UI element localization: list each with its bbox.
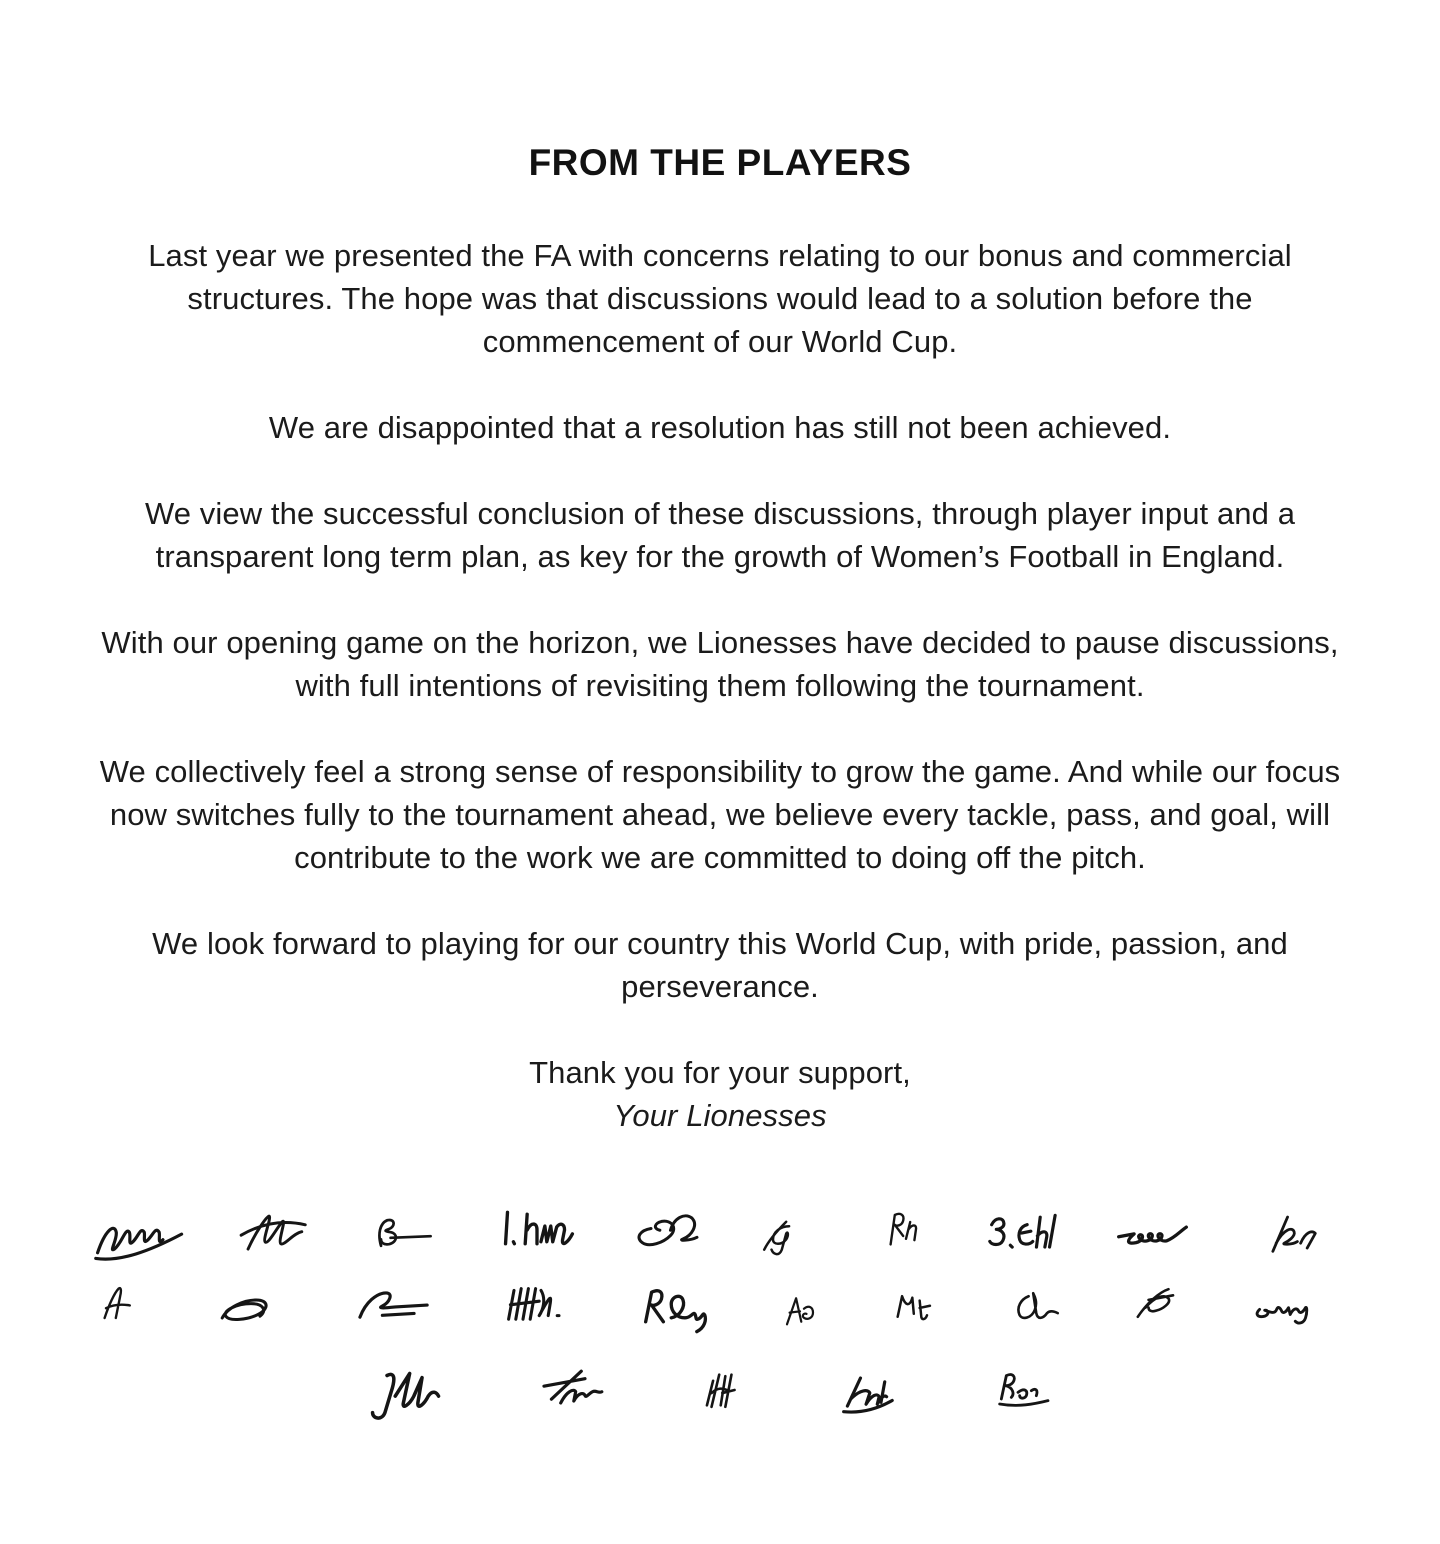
- closing-block: [90, 1051, 1350, 1137]
- signature-9: [1109, 1198, 1225, 1264]
- signature-25: [983, 1356, 1083, 1422]
- signature-3: [357, 1200, 453, 1266]
- signature-1: [92, 1203, 204, 1269]
- signature-2: [229, 1197, 333, 1263]
- signature-13: [345, 1273, 457, 1339]
- signature-8: [973, 1201, 1085, 1267]
- signature-11: [92, 1271, 176, 1337]
- signature-24: [825, 1360, 937, 1426]
- signature-row-3: [0, 1353, 1440, 1427]
- paragraph-1: Last year we presented the FA with concerns relating to our bonus and commercial structures. The hope was that discussions would lead to a solution before the commencement of our World Cup.: [148, 238, 1292, 359]
- signature-10: [1250, 1202, 1348, 1268]
- signature-12: [206, 1276, 314, 1342]
- signature-4: [478, 1195, 596, 1261]
- paragraph-4: With our opening game on the horizon, we Lionesses have decided to pause discussions, with full intentions of revisiting them following the tournament.: [101, 625, 1339, 703]
- signature-23: [687, 1357, 779, 1423]
- statement-title: FROM THE PLAYERS: [528, 142, 912, 183]
- closing-signoff: Your Lionesses: [613, 1098, 827, 1133]
- signature-17: [883, 1272, 971, 1338]
- paragraph-2: We are disappointed that a resolution has still not been achieved.: [268, 410, 1172, 445]
- signature-21: [357, 1359, 483, 1425]
- closing-thanks: Thank you for your support,: [529, 1055, 911, 1090]
- signature-5: [621, 1199, 727, 1265]
- signature-19: [1124, 1270, 1216, 1336]
- signature-row-2: [0, 1269, 1440, 1343]
- signature-16: [774, 1277, 852, 1343]
- signature-14: [487, 1270, 595, 1336]
- paragraph-3: We view the successful conclusion of these discussions, through player input and a transparent long term plan, as key for the growth of Women’s Football in England.: [144, 496, 1296, 574]
- signature-15: [626, 1275, 744, 1341]
- signature-7: [864, 1196, 948, 1262]
- signatures-block: [0, 1195, 1440, 1427]
- paragraph-5: We collectively feel a strong sense of responsibility to grow the game. And while our focus now switches fully to the tournament ahead, we believe every tackle, pass, and goal, will contribute to the work we are committed to doing off the pitch.: [99, 754, 1341, 875]
- signature-22: [529, 1355, 641, 1421]
- signature-row-1: [0, 1195, 1440, 1269]
- signature-20: [1246, 1273, 1348, 1339]
- signature-18: [1001, 1274, 1093, 1340]
- paragraph-6: We look forward to playing for our country this World Cup, with pride, passion, and perseverance.: [152, 926, 1288, 1004]
- signature-6: [751, 1202, 839, 1268]
- statement-body: [90, 234, 1350, 1137]
